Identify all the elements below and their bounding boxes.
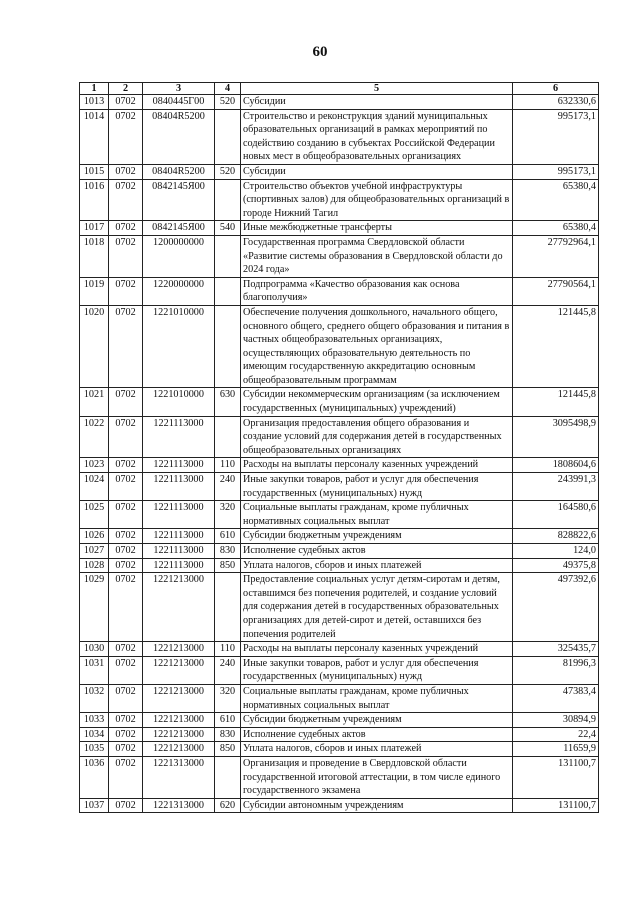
description-cell: Строительство и реконструкция зданий муниципальных образовательных организаций в рамках мероприятий по содействию созданию в субъектах Российской Федерации новых мест в общеобразовательных организациях bbox=[241, 109, 513, 164]
table-row bbox=[80, 656, 599, 684]
table-row bbox=[80, 756, 599, 798]
description-cell: Уплата налогов, сборов и иных платежей bbox=[241, 742, 513, 757]
amount-cell: 121445,8 bbox=[513, 388, 599, 416]
description-cell: Обеспечение получения дошкольного, начального общего, основного общего, среднего общего образования и питания в частных общеобразовательных организациях, осуществляющих образовательную деятельность по имеющим государственную аккредитацию основным общеобразовательным программам bbox=[241, 305, 513, 388]
target-code-cell: 1221113000 bbox=[143, 558, 215, 573]
amount-cell: 22,4 bbox=[513, 727, 599, 742]
column-header: 3 bbox=[143, 83, 215, 95]
expense-type-cell: 830 bbox=[215, 727, 241, 742]
amount-cell: 164580,6 bbox=[513, 501, 599, 529]
amount-cell: 27790564,1 bbox=[513, 277, 599, 305]
amount-cell: 995173,1 bbox=[513, 109, 599, 164]
table-row bbox=[80, 109, 599, 164]
row-number-cell: 1016 bbox=[80, 179, 109, 221]
expense-type-cell: 850 bbox=[215, 742, 241, 757]
expense-type-cell: 320 bbox=[215, 501, 241, 529]
table-row bbox=[80, 221, 599, 236]
section-code-cell: 0702 bbox=[109, 277, 143, 305]
amount-cell: 121445,8 bbox=[513, 305, 599, 388]
amount-cell: 11659,9 bbox=[513, 742, 599, 757]
amount-cell: 47383,4 bbox=[513, 684, 599, 712]
section-code-cell: 0702 bbox=[109, 656, 143, 684]
section-code-cell: 0702 bbox=[109, 179, 143, 221]
table-row bbox=[80, 573, 599, 642]
description-cell: Организация и проведение в Свердловской области государственной итоговой аттестации, в том числе единого государственного экзамена bbox=[241, 756, 513, 798]
row-number-cell: 1013 bbox=[80, 95, 109, 110]
table-row bbox=[80, 798, 599, 813]
target-code-cell: 1221213000 bbox=[143, 573, 215, 642]
expense-type-cell: 240 bbox=[215, 473, 241, 501]
table-row bbox=[80, 416, 599, 458]
expense-type-cell: 610 bbox=[215, 713, 241, 728]
page-number: 60 bbox=[312, 44, 328, 60]
target-code-cell: 1221113000 bbox=[143, 529, 215, 544]
target-code-cell: 1221113000 bbox=[143, 501, 215, 529]
section-code-cell: 0702 bbox=[109, 727, 143, 742]
table-row bbox=[80, 684, 599, 712]
target-code-cell: 0840445Г00 bbox=[143, 95, 215, 110]
table-row bbox=[80, 95, 599, 110]
table-row bbox=[80, 501, 599, 529]
table-row bbox=[80, 164, 599, 179]
row-number-cell: 1017 bbox=[80, 221, 109, 236]
table-row bbox=[80, 179, 599, 221]
section-code-cell: 0702 bbox=[109, 305, 143, 388]
description-cell: Субсидии бюджетным учреждениям bbox=[241, 713, 513, 728]
amount-cell: 497392,6 bbox=[513, 573, 599, 642]
row-number-cell: 1018 bbox=[80, 235, 109, 277]
description-cell: Государственная программа Свердловской области «Развитие системы образования в Свердловской области до 2024 года» bbox=[241, 235, 513, 277]
target-code-cell: 1220000000 bbox=[143, 277, 215, 305]
target-code-cell: 0842145Я00 bbox=[143, 221, 215, 236]
expense-type-cell bbox=[215, 573, 241, 642]
expense-type-cell bbox=[215, 756, 241, 798]
description-cell: Иные закупки товаров, работ и услуг для обеспечения государственных (муниципальных) нужд bbox=[241, 656, 513, 684]
row-number-cell: 1029 bbox=[80, 573, 109, 642]
row-number-cell: 1034 bbox=[80, 727, 109, 742]
description-cell: Социальные выплаты гражданам, кроме публичных нормативных социальных выплат bbox=[241, 684, 513, 712]
description-cell: Предоставление социальных услуг детям-сиротам и детям, оставшимся без попечения родителей, и создание условий для содержания детей в государственных образовательных организациях для детей-сирот и детей, оставшихся без попечения родителей bbox=[241, 573, 513, 642]
column-header: 2 bbox=[109, 83, 143, 95]
target-code-cell: 1221113000 bbox=[143, 416, 215, 458]
section-code-cell: 0702 bbox=[109, 95, 143, 110]
section-code-cell: 0702 bbox=[109, 501, 143, 529]
table-row bbox=[80, 713, 599, 728]
table-row bbox=[80, 388, 599, 416]
expense-type-cell bbox=[215, 305, 241, 388]
row-number-cell: 1024 bbox=[80, 473, 109, 501]
table-row bbox=[80, 642, 599, 657]
section-code-cell: 0702 bbox=[109, 235, 143, 277]
table-row bbox=[80, 458, 599, 473]
row-number-cell: 1020 bbox=[80, 305, 109, 388]
target-code-cell: 1221213000 bbox=[143, 684, 215, 712]
description-cell: Исполнение судебных актов bbox=[241, 544, 513, 559]
row-number-cell: 1037 bbox=[80, 798, 109, 813]
column-header: 4 bbox=[215, 83, 241, 95]
amount-cell: 65380,4 bbox=[513, 221, 599, 236]
target-code-cell: 1221113000 bbox=[143, 544, 215, 559]
target-code-cell: 1221213000 bbox=[143, 656, 215, 684]
row-number-cell: 1031 bbox=[80, 656, 109, 684]
description-cell: Организация предоставления общего образования и создание условий для содержания детей в государственных общеобразовательных организациях bbox=[241, 416, 513, 458]
section-code-cell: 0702 bbox=[109, 164, 143, 179]
description-cell: Расходы на выплаты персоналу казенных учреждений bbox=[241, 458, 513, 473]
amount-cell: 243991,3 bbox=[513, 473, 599, 501]
amount-cell: 81996,3 bbox=[513, 656, 599, 684]
target-code-cell: 1221010000 bbox=[143, 388, 215, 416]
section-code-cell: 0702 bbox=[109, 221, 143, 236]
section-code-cell: 0702 bbox=[109, 558, 143, 573]
row-number-cell: 1021 bbox=[80, 388, 109, 416]
amount-cell: 1808604,6 bbox=[513, 458, 599, 473]
section-code-cell: 0702 bbox=[109, 798, 143, 813]
expense-type-cell bbox=[215, 416, 241, 458]
expense-type-cell bbox=[215, 277, 241, 305]
target-code-cell: 1200000000 bbox=[143, 235, 215, 277]
table-row bbox=[80, 529, 599, 544]
description-cell: Иные межбюджетные трансферты bbox=[241, 221, 513, 236]
table-row bbox=[80, 277, 599, 305]
amount-cell: 828822,6 bbox=[513, 529, 599, 544]
row-number-cell: 1030 bbox=[80, 642, 109, 657]
expense-type-cell: 520 bbox=[215, 164, 241, 179]
target-code-cell: 1221113000 bbox=[143, 473, 215, 501]
section-code-cell: 0702 bbox=[109, 713, 143, 728]
amount-cell: 632330,6 bbox=[513, 95, 599, 110]
section-code-cell: 0702 bbox=[109, 684, 143, 712]
expense-type-cell bbox=[215, 179, 241, 221]
table-row bbox=[80, 235, 599, 277]
target-code-cell: 1221213000 bbox=[143, 742, 215, 757]
description-cell: Уплата налогов, сборов и иных платежей bbox=[241, 558, 513, 573]
description-cell: Субсидии bbox=[241, 95, 513, 110]
target-code-cell: 1221213000 bbox=[143, 713, 215, 728]
row-number-cell: 1022 bbox=[80, 416, 109, 458]
description-cell: Подпрограмма «Качество образования как основа благополучия» bbox=[241, 277, 513, 305]
section-code-cell: 0702 bbox=[109, 388, 143, 416]
expense-type-cell: 620 bbox=[215, 798, 241, 813]
table-row bbox=[80, 473, 599, 501]
table-header-row bbox=[80, 83, 599, 95]
table-row bbox=[80, 742, 599, 757]
row-number-cell: 1032 bbox=[80, 684, 109, 712]
section-code-cell: 0702 bbox=[109, 573, 143, 642]
budget-table bbox=[79, 82, 599, 813]
expense-type-cell: 850 bbox=[215, 558, 241, 573]
section-code-cell: 0702 bbox=[109, 416, 143, 458]
section-code-cell: 0702 bbox=[109, 473, 143, 501]
expense-type-cell: 610 bbox=[215, 529, 241, 544]
table-row bbox=[80, 305, 599, 388]
row-number-cell: 1026 bbox=[80, 529, 109, 544]
amount-cell: 131100,7 bbox=[513, 798, 599, 813]
expense-type-cell: 110 bbox=[215, 458, 241, 473]
row-number-cell: 1036 bbox=[80, 756, 109, 798]
section-code-cell: 0702 bbox=[109, 756, 143, 798]
expense-type-cell bbox=[215, 109, 241, 164]
row-number-cell: 1023 bbox=[80, 458, 109, 473]
section-code-cell: 0702 bbox=[109, 544, 143, 559]
amount-cell: 27792964,1 bbox=[513, 235, 599, 277]
target-code-cell: 1221213000 bbox=[143, 642, 215, 657]
amount-cell: 30894,9 bbox=[513, 713, 599, 728]
section-code-cell: 0702 bbox=[109, 458, 143, 473]
amount-cell: 131100,7 bbox=[513, 756, 599, 798]
target-code-cell: 0842145Я00 bbox=[143, 179, 215, 221]
table-row bbox=[80, 727, 599, 742]
expense-type-cell: 320 bbox=[215, 684, 241, 712]
description-cell: Субсидии бюджетным учреждениям bbox=[241, 529, 513, 544]
target-code-cell: 1221010000 bbox=[143, 305, 215, 388]
description-cell: Исполнение судебных актов bbox=[241, 727, 513, 742]
description-cell: Строительство объектов учебной инфраструктуры (спортивных залов) для общеобразовательных организаций в городе Нижний Тагил bbox=[241, 179, 513, 221]
table-row bbox=[80, 544, 599, 559]
description-cell: Субсидии некоммерческим организациям (за исключением государственных (муниципальных) учреждений) bbox=[241, 388, 513, 416]
row-number-cell: 1027 bbox=[80, 544, 109, 559]
expense-type-cell: 110 bbox=[215, 642, 241, 657]
target-code-cell: 1221213000 bbox=[143, 727, 215, 742]
amount-cell: 65380,4 bbox=[513, 179, 599, 221]
target-code-cell: 1221313000 bbox=[143, 756, 215, 798]
amount-cell: 3095498,9 bbox=[513, 416, 599, 458]
amount-cell: 124,0 bbox=[513, 544, 599, 559]
description-cell: Субсидии автономным учреждениям bbox=[241, 798, 513, 813]
description-cell: Иные закупки товаров, работ и услуг для обеспечения государственных (муниципальных) нужд bbox=[241, 473, 513, 501]
row-number-cell: 1014 bbox=[80, 109, 109, 164]
column-header: 1 bbox=[80, 83, 109, 95]
section-code-cell: 0702 bbox=[109, 642, 143, 657]
amount-cell: 995173,1 bbox=[513, 164, 599, 179]
target-code-cell: 08404R5200 bbox=[143, 164, 215, 179]
section-code-cell: 0702 bbox=[109, 529, 143, 544]
column-header: 5 bbox=[241, 83, 513, 95]
expense-type-cell: 630 bbox=[215, 388, 241, 416]
description-cell: Расходы на выплаты персоналу казенных учреждений bbox=[241, 642, 513, 657]
row-number-cell: 1019 bbox=[80, 277, 109, 305]
row-number-cell: 1025 bbox=[80, 501, 109, 529]
section-code-cell: 0702 bbox=[109, 109, 143, 164]
column-header: 6 bbox=[513, 83, 599, 95]
description-cell: Субсидии bbox=[241, 164, 513, 179]
expense-type-cell: 830 bbox=[215, 544, 241, 559]
row-number-cell: 1015 bbox=[80, 164, 109, 179]
expense-type-cell bbox=[215, 235, 241, 277]
row-number-cell: 1033 bbox=[80, 713, 109, 728]
target-code-cell: 1221313000 bbox=[143, 798, 215, 813]
expense-type-cell: 240 bbox=[215, 656, 241, 684]
expense-type-cell: 540 bbox=[215, 221, 241, 236]
target-code-cell: 1221113000 bbox=[143, 458, 215, 473]
section-code-cell: 0702 bbox=[109, 742, 143, 757]
target-code-cell: 08404R5200 bbox=[143, 109, 215, 164]
description-cell: Социальные выплаты гражданам, кроме публичных нормативных социальных выплат bbox=[241, 501, 513, 529]
amount-cell: 325435,7 bbox=[513, 642, 599, 657]
expense-type-cell: 520 bbox=[215, 95, 241, 110]
amount-cell: 49375,8 bbox=[513, 558, 599, 573]
row-number-cell: 1028 bbox=[80, 558, 109, 573]
table-row bbox=[80, 558, 599, 573]
row-number-cell: 1035 bbox=[80, 742, 109, 757]
